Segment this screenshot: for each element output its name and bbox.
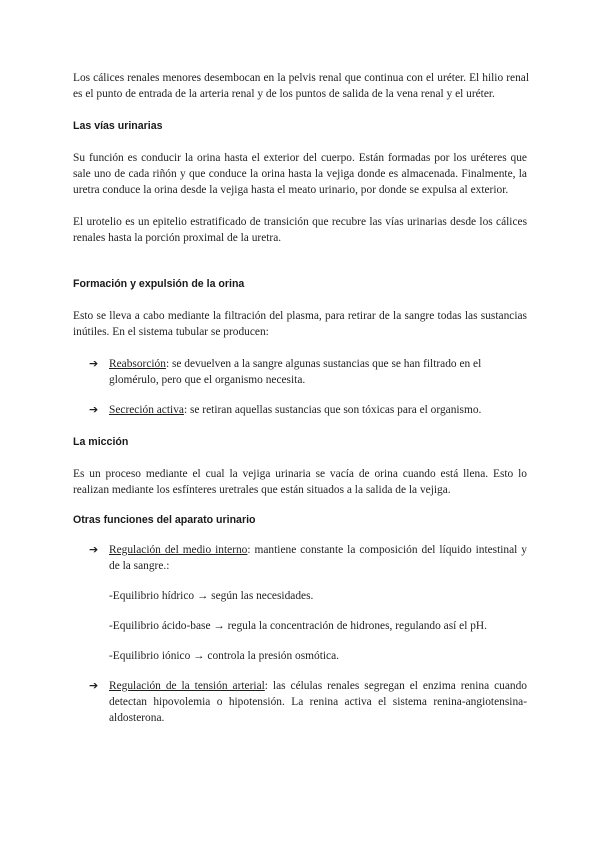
heading-vias-urinarias: Las vías urinarias bbox=[73, 120, 163, 132]
heading-formacion-orina: Formación y expulsión de la orina bbox=[73, 278, 245, 290]
bullet-regulacion-medio bbox=[73, 542, 527, 574]
item-equilibrio-ionico: -Equilibrio iónico → controla la presión osmótica. bbox=[109, 650, 339, 662]
document-page bbox=[73, 70, 527, 726]
paragraph-urotelio: El urotelio es un epitelio estratificado de transición que recubre las vías urinarias desde los cálices renales hasta la porción proximal de la uretra. bbox=[73, 216, 527, 244]
text-secrecion: : se retiran aquellas sustancias que son tóxicas para el organismo. bbox=[183, 404, 482, 416]
term-regulacion-medio: Regulación del medio interno bbox=[109, 544, 248, 556]
paragraph-calices: Los cálices renales menores desembocan en la pelvis renal que continua con el uréter. El hilio renal es el punto de entrada de la arteria renal y de los puntos de salida de la vena renal y el uréter. bbox=[73, 72, 529, 100]
bullet-secrecion bbox=[73, 402, 527, 418]
paragraph-vias-funcion: Su función es conducir la orina hasta el exterior del cuerpo. Están formadas por los uréteres que sale uno de cada riñón y que conduce la orina hasta la vejiga donde es almacenada. Finalmente, la uretra conduce la orina desde la vejiga hasta el meato urinario, por donde se expulsa al exterior. bbox=[73, 152, 527, 196]
bullet-reabsorcion bbox=[73, 356, 527, 388]
bullet-regulacion-tension bbox=[73, 678, 527, 726]
text-regulacion-medio: : mantiene constante la composición del líquido intestinal y de la sangre.: bbox=[109, 544, 527, 572]
item-equilibrio-acido-base: -Equilibrio ácido-base → regula la concentración de hidrones, regulando así el pH. bbox=[109, 620, 487, 632]
paragraph-formacion: Esto se lleva a cabo mediante la filtración del plasma, para retirar de la sangre todas las sustancias inútiles. En el sistema tubular se producen: bbox=[73, 310, 527, 338]
arrow-icon: ➔ bbox=[89, 403, 99, 416]
arrow-icon: ➔ bbox=[89, 357, 99, 370]
heading-miccion: La micción bbox=[73, 436, 129, 448]
term-reabsorcion: Reabsorción bbox=[109, 358, 166, 370]
arrow-icon: ➔ bbox=[89, 543, 99, 556]
term-secrecion: Secreción activa bbox=[109, 404, 184, 416]
heading-otras-funciones: Otras funciones del aparato urinario bbox=[73, 514, 256, 526]
arrow-icon: ➔ bbox=[89, 679, 99, 692]
paragraph-miccion: Es un proceso mediante el cual la vejiga urinaria se vacía de orina cuando está llena. Esto lo realizan mediante los esfínteres uretrales que están situados a la salida de la vejiga. bbox=[73, 468, 527, 496]
item-equilibrio-hidrico: -Equilibrio hídrico → según las necesidades. bbox=[109, 590, 314, 602]
text-reabsorcion: : se devuelven a la sangre algunas sustancias que se han filtrado en el glomérulo, pero que el organismo necesita. bbox=[109, 358, 482, 386]
term-regulacion-tension: Regulación de la tensión arterial bbox=[109, 680, 265, 692]
text-regulacion-tension: : las células renales segregan el enzima renina cuando detectan hipovolemia o hipotensión. La renina activa el sistema renina-angiotensina-aldosterona. bbox=[109, 680, 528, 724]
